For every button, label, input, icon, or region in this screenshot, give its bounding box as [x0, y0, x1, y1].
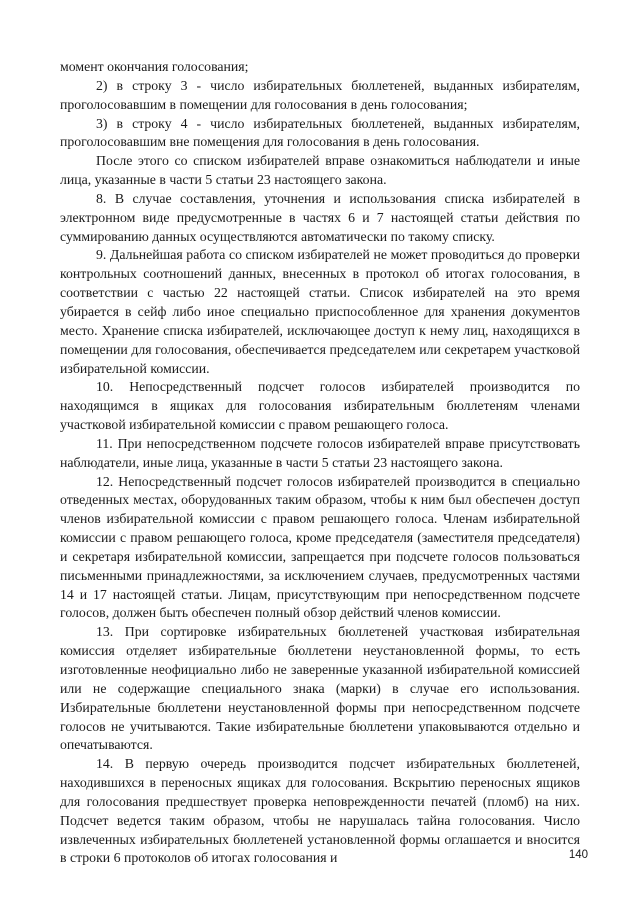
paragraph-continuation: момент окончания голосования;	[60, 59, 249, 74]
paragraph-12: 12. Непосредственный подсчет голосов избирателей производится в специально отведенных местах, оборудованных таким образом, чтобы к ним был обеспечен доступ членов избирательной комиссии с правом решающего голоса. Членам избирательной комиссии с правом решающего голоса, кроме председателя (заместителя председателя) и секретаря избирательной комиссии, запрещается при подсчете голосов пользоваться письменными принадлежностями, за исключением случаев, предусмотренных частями 14 и 17 настоящей статьи. Лицам, присутствующим при непосредственном подсчете голосов, должен быть обеспечен полный обзор действий членов комиссии.	[60, 473, 580, 621]
document-page	[60, 58, 580, 868]
paragraph-observers: После этого со списком избирателей вправе ознакомиться наблюдатели и иные лица, указанные в части 5 статьи 23 настоящего закона.	[60, 153, 580, 188]
paragraph-11: 11. При непосредственном подсчете голосов избирателей вправе присутствовать наблюдатели, иные лица, указанные в части 5 статьи 23 настоящего закона.	[60, 435, 580, 470]
paragraph-10: 10. Непосредственный подсчет голосов избирателей производится по находящимся в ящиках для голосования избирательным бюллетеням членами участковой избирательной комиссии с правом решающего голоса.	[60, 379, 580, 433]
paragraph-item-2: 2) в строку 3 - число избирательных бюллетеней, выданных избирателям, проголосовавшим в помещении для голосования в день голосования;	[60, 77, 580, 112]
paragraph-14: 14. В первую очередь производится подсчет избирательных бюллетеней, находившихся в переносных ящиках для голосования. Вскрытию переносных ящиков для голосования предшествует проверка неповрежденности печатей (пломб) на них. Подсчет ведется таким образом, чтобы не нарушалась тайна голосования. Число извлеченных избирательных бюллетеней установленной формы оглашается и вносится в строки 6 протоколов об итогах голосования и	[60, 756, 580, 866]
paragraph-item-3: 3) в строку 4 - число избирательных бюллетеней, выданных избирателям, проголосовавшим вне помещения для голосования в день голосования.	[60, 115, 580, 150]
paragraph-8: 8. В случае составления, уточнения и использования списка избирателей в электронном виде предусмотренные в частях 6 и 7 настоящей статьи действия по суммированию данных осуществляются автоматически по такому списку.	[60, 190, 580, 244]
paragraph-13: 13. При сортировке избирательных бюллетеней участковая избирательная комиссия отделяет избирательные бюллетени неустановленной формы, то есть изготовленные неофициально либо не заверенные указанной избирательной комиссией или не содержащие специального знака (марки) в случае его использования. Избирательные бюллетени неустановленной формы при непосредственном подсчете голосов не учитываются. Такие избирательные бюллетени упаковываются отдельно и опечатываются.	[60, 624, 580, 753]
page-number: 140	[568, 849, 588, 861]
paragraph-9: 9. Дальнейшая работа со списком избирателей не может проводиться до проверки контрольных соотношений данных, внесенных в протокол об итогах голосования, в соответствии с частью 22 настоящей статьи. Список избирателей на это время убирается в сейф либо иное специально приспособленное для хранения документов место. Хранение списка избирателей, исключающее доступ к нему лиц, находящихся в помещении для голосования, обеспечивается председателем или секретарем участковой избирательной комиссии.	[60, 247, 580, 376]
